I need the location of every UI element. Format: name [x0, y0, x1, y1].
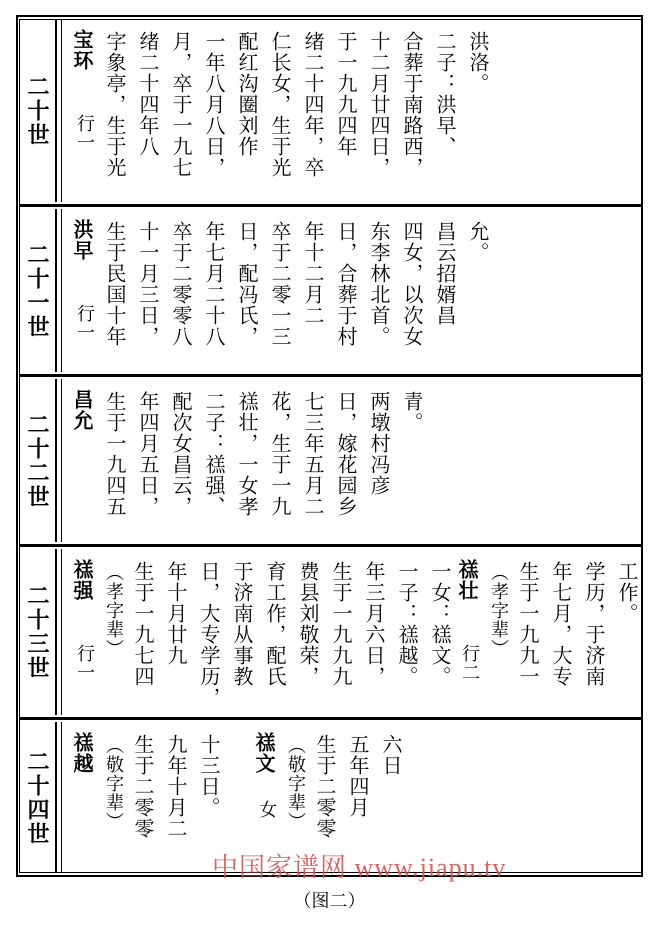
generation-label-cell [19, 722, 57, 873]
generation-row [19, 209, 642, 372]
biography-column: 六日 [379, 734, 403, 776]
biography-column: 二子：洪早、 [433, 31, 457, 157]
biography-column: 禚壮，一女孝 [235, 391, 259, 517]
generation-label-cell [19, 379, 57, 542]
biography-column: 日，大专学历， [197, 561, 221, 708]
biography-column: 年四月五日， [136, 391, 160, 517]
person-name: 禚文 [252, 732, 276, 774]
biography-column: 十三日。 [197, 734, 221, 818]
biography-column: 配次女昌云， [169, 391, 193, 517]
biography-column: 配红沟圈刘作 [235, 31, 259, 157]
biography-column: 生于一九九九 [329, 561, 353, 687]
generation-row [19, 549, 642, 715]
row-divider [19, 544, 642, 547]
biography-column: 合葬于南路西， [400, 31, 424, 178]
row-divider [19, 374, 642, 377]
figure-caption: （图二） [293, 891, 366, 912]
biography-column: 年七月二十八 [202, 221, 226, 347]
person-rank: 行一 [74, 644, 95, 682]
biography-column: 七三年五月二 [301, 391, 325, 517]
biography-column: 日，合葬于村 [334, 221, 358, 347]
biography-column: 字象亭，生于光 [103, 31, 127, 178]
biography-column: 日，配冯氏， [235, 221, 259, 347]
biography-column: 年十二月二 [301, 221, 325, 326]
generation-content [61, 379, 642, 542]
biography-column: 卒于二零一三 [268, 221, 292, 347]
generation-label-cell [19, 549, 57, 715]
person-rank: 行一 [74, 114, 95, 152]
person-rank: 行二 [459, 644, 480, 682]
person-rank: 女 [256, 800, 277, 819]
generation-label-cell [19, 209, 57, 372]
generation-content [61, 19, 642, 202]
person-generation-note: （孝字辈） [103, 563, 124, 658]
generation-label: 二十二世 [24, 412, 50, 509]
biography-column: 年七月，大专 [549, 561, 573, 687]
biography-column: 五年四月 [346, 734, 370, 818]
generation-row [19, 379, 642, 542]
biography-column: 十一月三日， [136, 221, 160, 347]
biography-column: 生于一九四五 [103, 391, 127, 517]
generation-label: 二十世 [24, 74, 50, 147]
person-name: 禚强 [70, 559, 94, 601]
generation-label-cell [19, 19, 57, 202]
person-generation-note: （孝字辈） [488, 563, 509, 658]
biography-column: 一女：禚文。 [428, 561, 452, 687]
biography-column: 工作。 [615, 561, 639, 624]
generation-label: 二十三世 [24, 584, 50, 680]
person-name: 昌允 [70, 389, 94, 431]
biography-column: 绪二十四年八 [136, 31, 160, 157]
biography-column: 青。 [400, 391, 424, 433]
biography-column: 一年八月八日， [202, 31, 226, 178]
watermark: 中国家谱网 www.jiapu.tv [212, 853, 507, 882]
row-divider [19, 204, 642, 207]
biography-column: 生于一九七四 [131, 561, 155, 687]
biography-column: 一子：禚越。 [395, 561, 419, 687]
biography-column: 仁长女，生于光 [268, 31, 292, 178]
biography-column: 允。 [466, 221, 490, 263]
biography-column: 月，卒于一九七 [169, 31, 193, 178]
biography-column: 卒于二零零八 [169, 221, 193, 347]
biography-column: 日，嫁花园乡 [334, 391, 358, 517]
biography-column: 花，生于一九 [268, 391, 292, 517]
person-name: 禚越 [70, 732, 94, 774]
biography-column: 昌云招婿昌 [433, 221, 457, 326]
person-generation-note: （敬字辈） [285, 736, 306, 831]
generation-row [19, 19, 642, 202]
biography-column: 两墩村冯彦 [367, 391, 391, 496]
biography-column: 九年十月二 [164, 734, 188, 839]
biography-column: 学历，于济南 [582, 561, 606, 687]
biography-column: 生于二零零 [313, 734, 337, 839]
person-rank: 行一 [74, 304, 95, 342]
generation-content [61, 209, 642, 372]
biography-column: 绪二十四年，卒 [301, 31, 325, 178]
biography-column: 四女，以次女 [400, 221, 424, 347]
biography-column: 十二月廿四日， [367, 31, 391, 178]
biography-column: 于济南从事教 [230, 561, 254, 687]
biography-column: 年三月六日， [362, 561, 386, 687]
biography-column: 生于民国十年 [103, 221, 127, 347]
biography-column: 东李林北首。 [367, 221, 391, 347]
row-divider [19, 717, 642, 720]
person-name: 宝环 [70, 29, 94, 71]
generation-label: 二十一世 [24, 242, 50, 339]
person-name: 洪早 [70, 219, 94, 261]
generation-content [61, 549, 642, 715]
biography-column: 洪洛。 [466, 31, 490, 94]
person-generation-note: （敬字辈） [103, 736, 124, 831]
biography-column: 二子：禚强、 [202, 391, 226, 517]
biography-column: 费县刘敬荣， [296, 561, 320, 687]
biography-column: 年十月廿九 [164, 561, 188, 666]
biography-column: 于一九九四年 [334, 31, 358, 157]
biography-column: 生于二零零 [131, 734, 155, 839]
biography-column: 生于一九九一 [516, 561, 540, 687]
person-name: 禚壮 [455, 559, 479, 601]
biography-column: 育工作，配氏 [263, 561, 287, 687]
generation-label: 二十四世 [24, 749, 50, 846]
